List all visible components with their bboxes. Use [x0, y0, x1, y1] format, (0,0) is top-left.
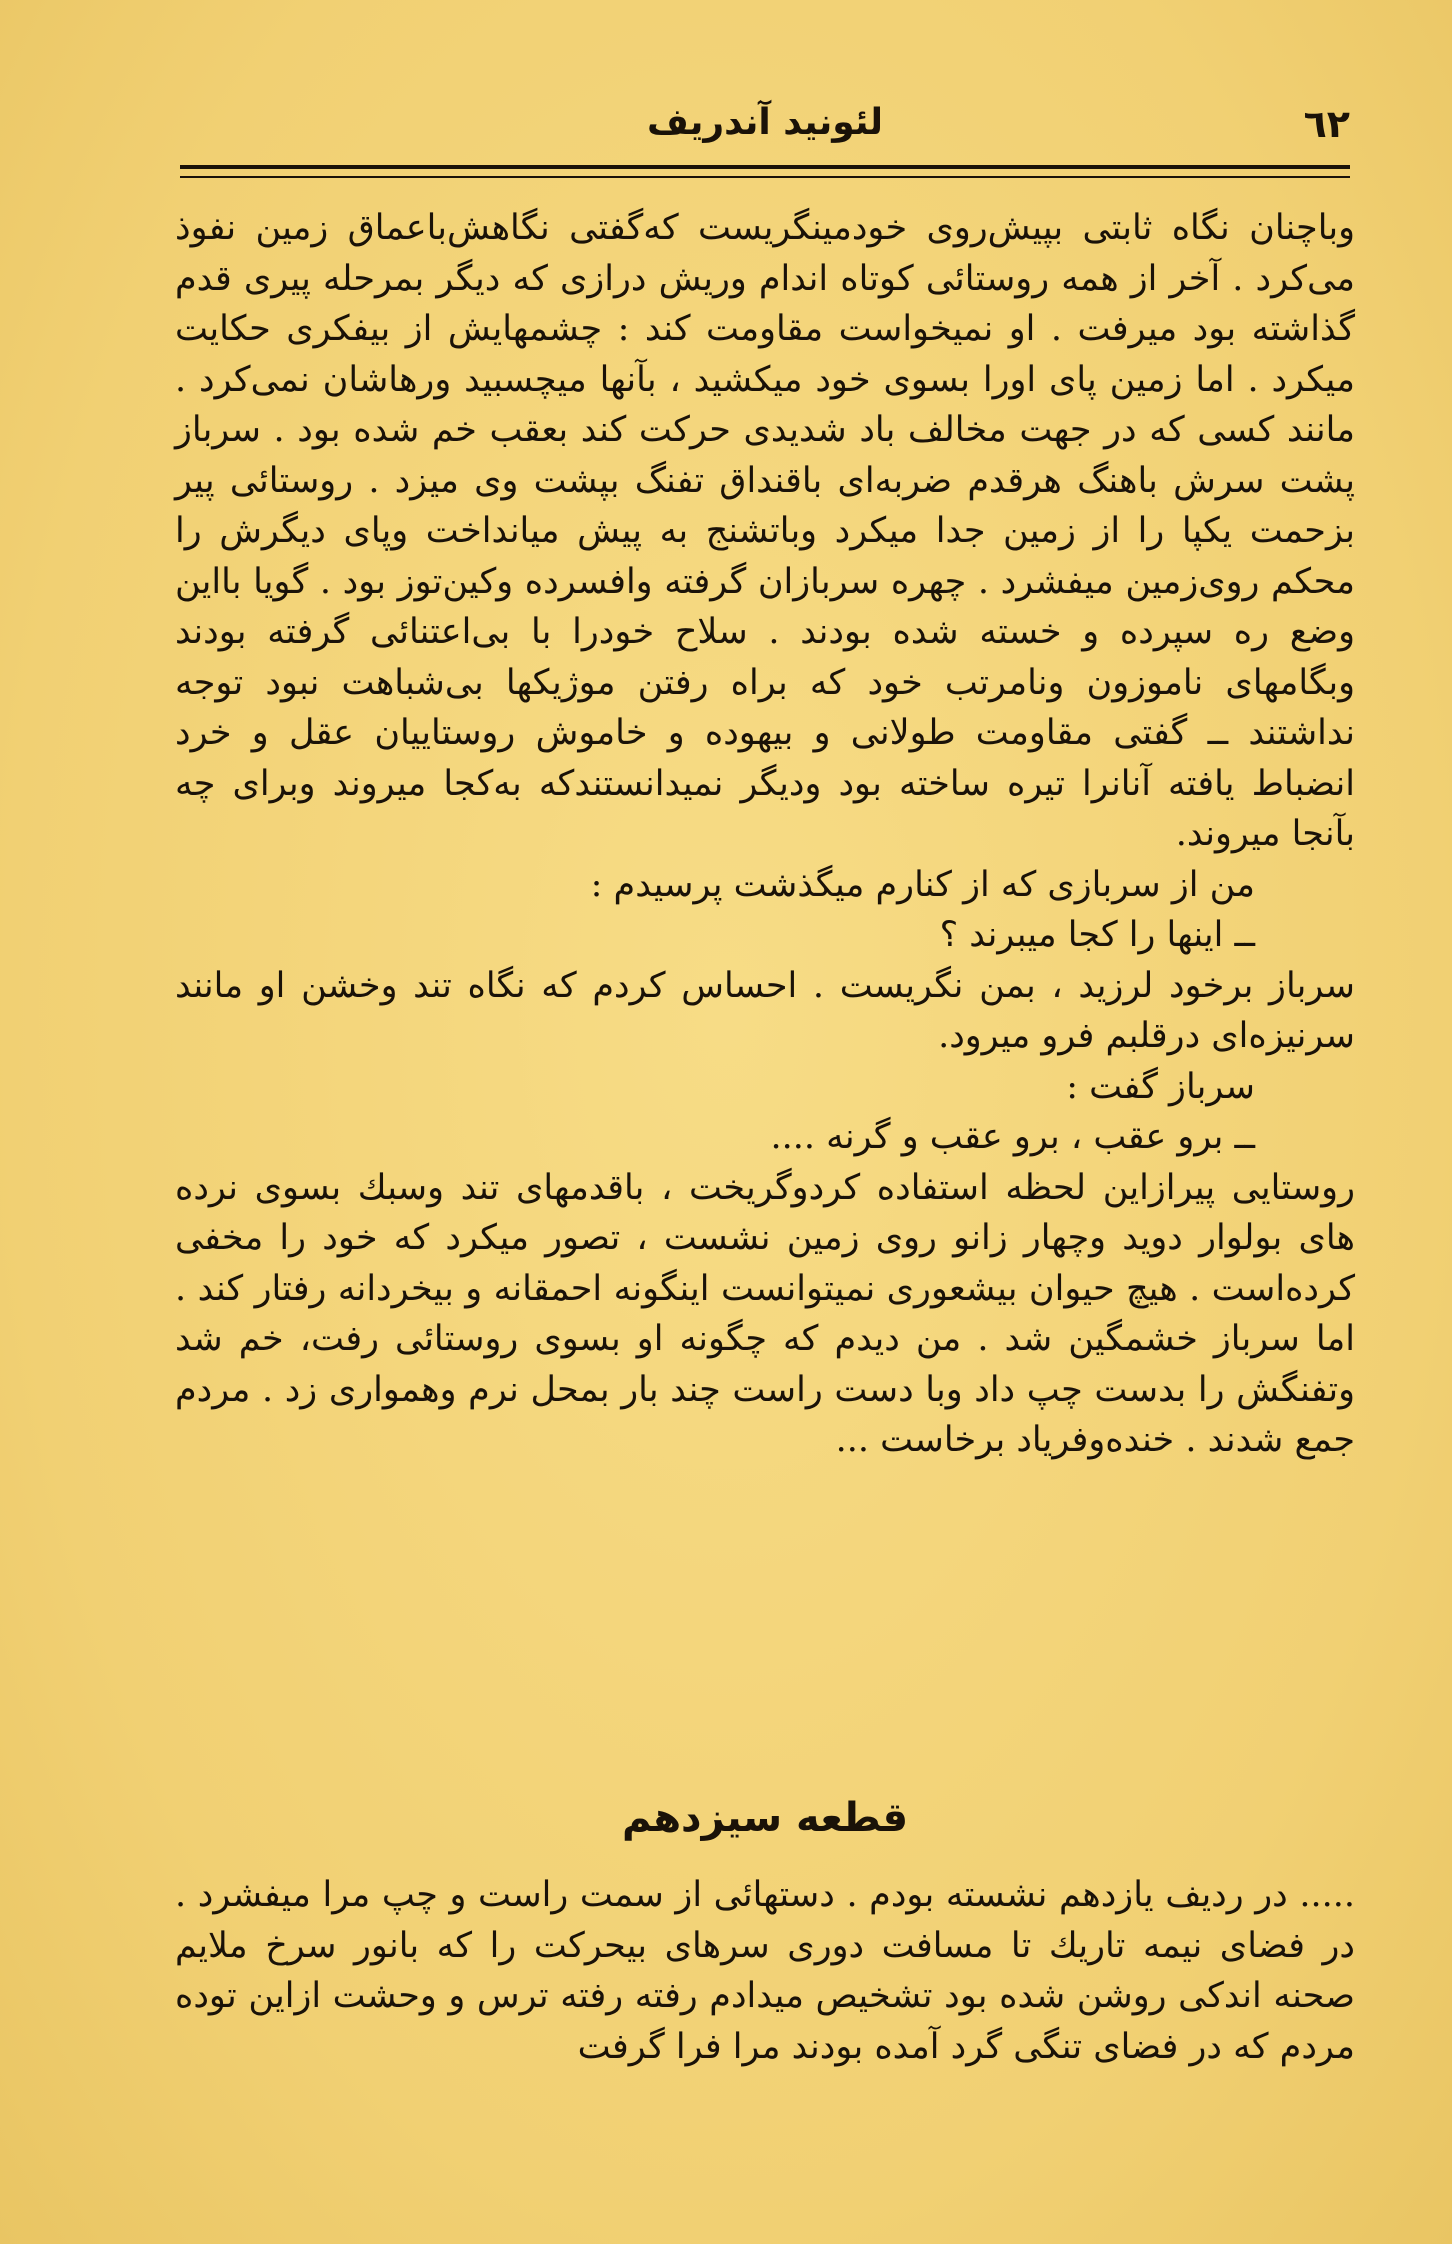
paragraph: وباچنان نگاه ثابتی بپیش‌روی خودمینگریست که‌گفتی نگاهش‌باعماق زمین نفوذ می‌کرد . آخر از همه روستائی کوتاه اندام وریش درازی که دیگر بمرحله پیری قدم گذاشته بود میرفت . او نمیخواست مقاومت کند : چشمهایش از بیفکری حکایت میکرد . اما زمین پای اورا بسوی خود میکشید ، بآنها میچسبید ورهاشان نمی‌کرد . مانند کسی که در جهت مخالف باد شدیدی حرکت کند بعقب خم شده بود . سرباز پشت سرش باهنگ هرقدم ضربه‌ای باقنداق تفنگ بپشت وی میزد . روستائی پیر بزحمت یکپا را از زمین جدا میکرد وباتشنج به پیش میانداخت وپای دیگرش را محکم روی‌زمین میفشرد . چهره سربازان گرفته وافسرده وکین‌توز بود . گویا بااین وضع ره سپرده و خسته شده بودند . سلاح خودرا با بی‌اعتنائی گرفته بودند وبگامهای ناموزون ونامرتب خود که براه رفتن موژیکها بی‌شباهت نبود توجه نداشتند ــ گفتی مقاومت طولانی و بیهوده و خاموش روستاییان عقل و خرد انضباط یافته آنانرا تیره ساخته بود ودیگر نمیدانستندکه به‌کجا میروند وبرای چه بآنجا میروند.: [175, 208, 1355, 854]
page-number: ٦٢: [1303, 102, 1350, 146]
running-title: لئونید آندریف: [646, 102, 884, 143]
paragraph: من از سربازی که از کنارم میگذشت پرسیدم :: [590, 864, 1255, 905]
dialogue-line: ــ اینها را کجا میبرند ؟: [939, 915, 1255, 955]
header-rule-thin: [180, 176, 1350, 178]
section-text: [175, 1870, 1355, 2072]
header-rule-thick: [180, 165, 1350, 169]
paragraph: سرباز برخود لرزید ، بمن نگریست . احساس کردم که نگاه تند وخشن او مانند سرنیزه‌ای درقلبم فرو میرود.: [175, 965, 1355, 1056]
dialogue-line: ــ برو عقب ، برو عقب و گرنه ....: [770, 1117, 1255, 1157]
page-header: [180, 96, 1350, 156]
section-heading: قطعه سیزدهم: [621, 1795, 909, 1841]
paragraph: روستایی پیرازاین لحظه استفاده کردوگریخت ، باقدمهای تند وسبك بسوی نرده های بولوار دوید وچهار زانو روی زمین نشست ، تصور میکرد که خود را مخفی کرده‌است . هیچ حیوان بیشعوری نمیتوانست اینگونه احمقانه و بیخردانه رفتار کند . اما سرباز خشمگین شد . من دیدم که چگونه او بسوی روستائی رفت، خم شد وتفنگش را بدست چپ داد وبا دست راست چند بار بمحل نرم وهمواری زد . مردم جمع شدند . خنده‌وفریاد برخاست ...: [175, 1167, 1355, 1460]
paragraph: ..... در ردیف یازدهم نشسته بودم . دستهائی از سمت راست و چپ مرا میفشرد . در فضای نیمه تاریك تا مسافت دوری سرهای بیحرکت را که بانور سرخ ملایم صحنه اندکی روشن شده بود تشخیص میدادم رفته رفته ترس و وحشت ازاین توده مردم که در فضای تنگی گرد آمده بودند مرا فرا گرفت: [175, 1875, 1355, 2067]
paragraph: سرباز گفت :: [1066, 1066, 1255, 1107]
chapter-text: [175, 203, 1355, 1466]
